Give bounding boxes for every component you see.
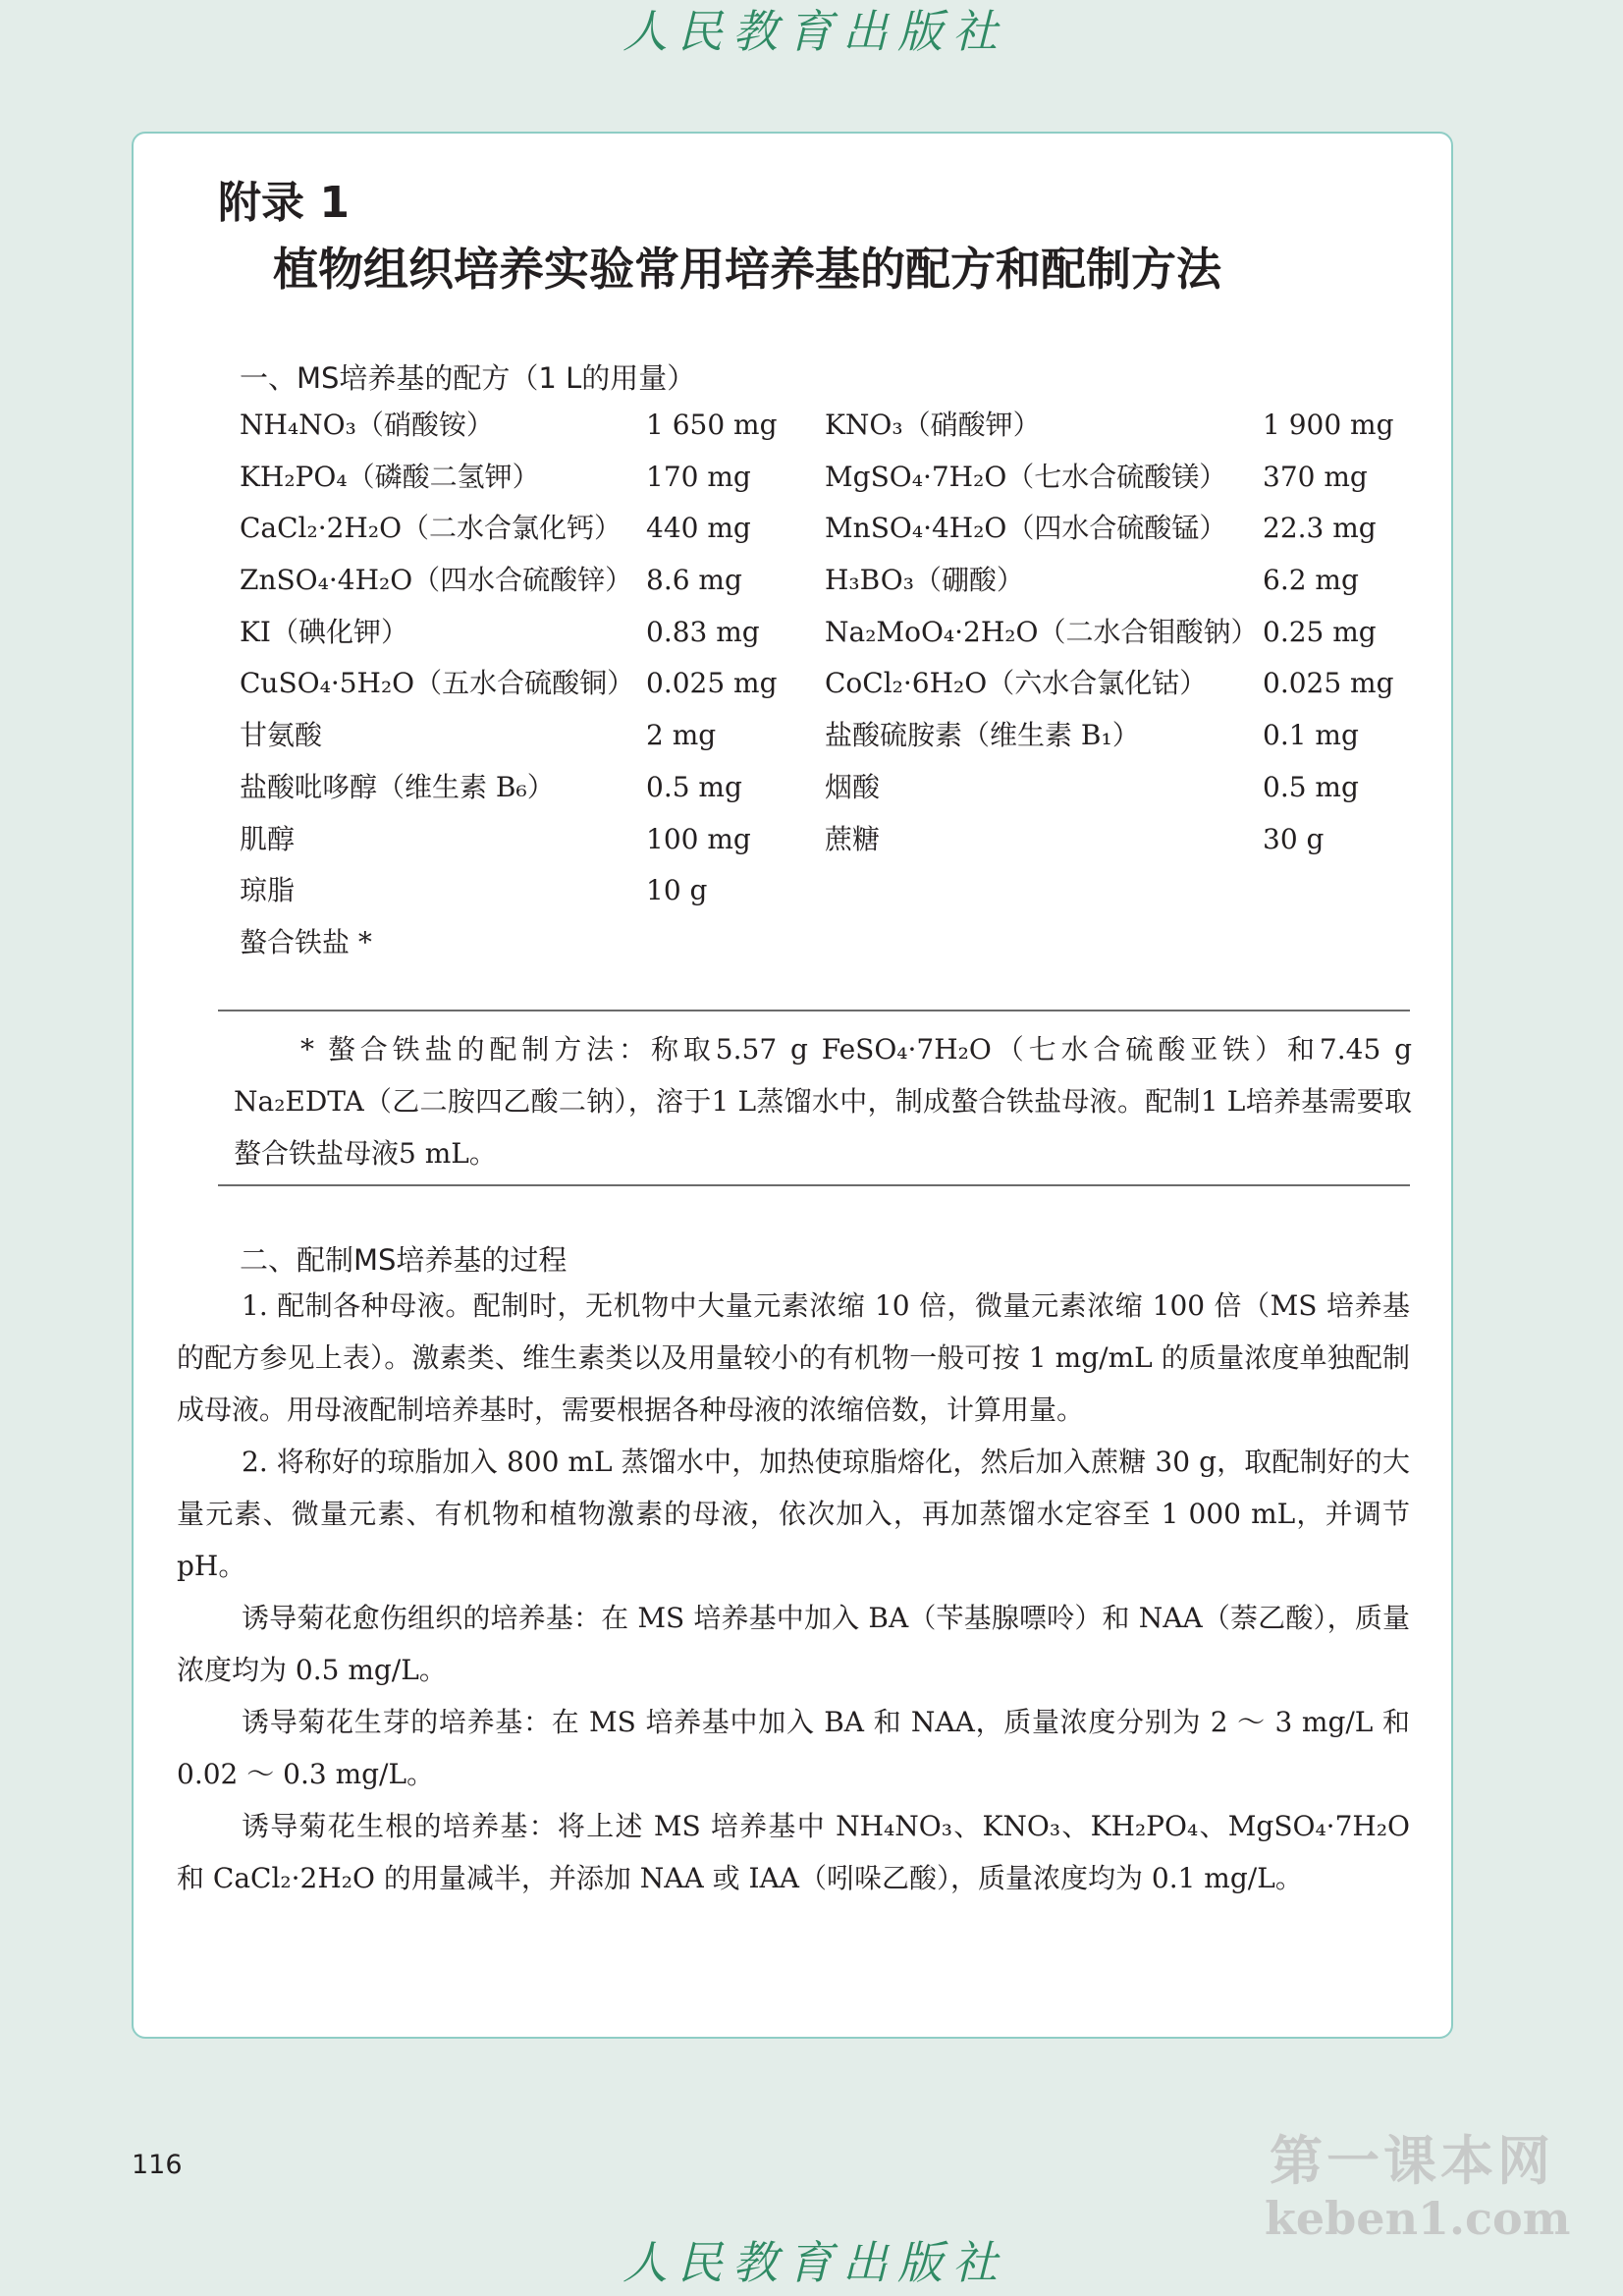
- ingredient-name: 盐酸吡哆醇（维生素 B₆）: [240, 770, 555, 803]
- ingredient-name: MgSO₄·7H₂O（七水合硫酸镁）: [825, 460, 1227, 493]
- ingredient-amount: 0.1 mg: [1263, 719, 1359, 752]
- ingredient-name: 盐酸硫胺素（维生素 B₁）: [825, 719, 1140, 752]
- ingredient-amount: 1 900 mg: [1263, 409, 1394, 441]
- page-number: 116: [132, 2150, 183, 2180]
- ingredient-name: CoCl₂·6H₂O（六水合氯化钴）: [825, 667, 1208, 700]
- ingredient-amount: 0.25 mg: [1263, 615, 1377, 648]
- ingredient-name: MnSO₄·4H₂O（四水合硫酸锰）: [825, 512, 1227, 545]
- recipe-table: [240, 400, 1398, 969]
- watermark-cn: 第一课本网: [1270, 2130, 1554, 2192]
- page-title: 植物组织培养实验常用培养基的配方和配制方法: [273, 243, 1221, 296]
- ingredient-amount: 10 g: [646, 874, 708, 907]
- chelated-iron-footnote: * 螯合铁盐的配制方法：称取5.57 g FeSO₄·7H₂O（七水合硫酸亚铁）和7.45 g Na₂EDTA（乙二胺四乙酸二钠），溶于1 L蒸馏水中，制成螯合铁盐母液。配制1 L培养基需要取螯合铁盐母液5 mL。: [234, 1033, 1412, 1170]
- section1-heading: 一、MS培养基的配方（1 L的用量）: [240, 361, 696, 395]
- ingredient-name: [825, 917, 1263, 969]
- ingredient-amount: 2 mg: [646, 719, 717, 752]
- ingredient-amount: 440 mg: [646, 512, 751, 545]
- ingredient-name: 烟酸: [825, 770, 881, 803]
- footnote-divider-bottom: [218, 1184, 1410, 1186]
- ingredient-amount: 8.6 mg: [646, 564, 742, 597]
- paragraph: 诱导菊花生芽的培养基：在 MS 培养基中加入 BA 和 NAA，质量浓度分别为 2 ～ 3 mg/L 和 0.02 ～ 0.3 mg/L。: [177, 1706, 1410, 1790]
- ingredient-amount: [1263, 865, 1398, 917]
- ingredient-name: KH₂PO₄（磷酸二氢钾）: [240, 460, 540, 493]
- ingredient-name: 甘氨酸: [240, 719, 323, 752]
- ingredient-name: CuSO₄·5H₂O（五水合硫酸铜）: [240, 667, 635, 700]
- paragraph: 诱导菊花愈伤组织的培养基：在 MS 培养基中加入 BA（苄基腺嘌呤）和 NAA（萘乙酸），质量浓度均为 0.5 mg/L。: [177, 1602, 1410, 1686]
- section2-heading: 二、配制MS培养基的过程: [240, 1243, 568, 1277]
- ingredient-name: Na₂MoO₄·2H₂O（二水合钼酸钠）: [825, 615, 1259, 648]
- ingredient-name: 琼脂: [240, 874, 296, 907]
- paragraph: 2. 将称好的琼脂加入 800 mL 蒸馏水中，加热使琼脂熔化，然后加入蔗糖 30 g，取配制好的大量元素、微量元素、有机物和植物激素的母液，依次加入，再加蒸馏水定容至 1 000 mL，并调节 pH。: [177, 1446, 1410, 1582]
- section2-body: [177, 1280, 1410, 1904]
- ingredient-name: 蔗糖: [825, 822, 881, 855]
- publisher-logo-bottom: 人民教育出版社: [622, 2236, 1007, 2289]
- ingredient-name: KI（碘化钾）: [240, 615, 408, 648]
- ingredient-name: 肌醇: [240, 822, 296, 855]
- ingredient-amount: 0.025 mg: [1263, 667, 1394, 700]
- ingredient-amount: 0.5 mg: [1263, 770, 1359, 803]
- ingredient-name: H₃BO₃（硼酸）: [825, 564, 1024, 597]
- ingredient-amount: 0.025 mg: [646, 667, 778, 700]
- ingredient-name: CaCl₂·2H₂O（二水合氯化钙）: [240, 512, 622, 545]
- ingredient-amount: 0.5 mg: [646, 770, 742, 803]
- ingredient-amount: 1 650 mg: [646, 409, 778, 441]
- footnote-divider-top: [218, 1010, 1410, 1011]
- publisher-logo-top: 人民教育出版社: [622, 5, 1007, 58]
- watermark-en: keben1.com: [1265, 2192, 1571, 2245]
- ingredient-name: NH₄NO₃（硝酸铵）: [240, 409, 494, 441]
- ingredient-amount: 30 g: [1263, 822, 1325, 855]
- ingredient-amount: 22.3 mg: [1263, 512, 1377, 545]
- ingredient-name: 螯合铁盐 *: [240, 925, 372, 958]
- ingredient-amount: 370 mg: [1263, 460, 1368, 493]
- watermark: [1265, 2129, 1571, 2245]
- ingredient-name: ZnSO₄·4H₂O（四水合硫酸锌）: [240, 564, 633, 597]
- appendix-label: 附录 1: [218, 178, 350, 228]
- ingredient-amount: 6.2 mg: [1263, 564, 1359, 597]
- ingredient-amount: [646, 917, 825, 969]
- ingredient-amount: 0.83 mg: [646, 615, 760, 648]
- paragraph: 1. 配制各种母液。配制时，无机物中大量元素浓缩 10 倍，微量元素浓缩 100 倍（MS 培养基的配方参见上表）。激素类、维生素类以及用量较小的有机物一般可按 1 mg/mL 的质量浓度单独配制成母液。用母液配制培养基时，需要根据各种母液的浓缩倍数，计算用量。: [177, 1289, 1410, 1426]
- ingredient-name: KNO₃（硝酸钾）: [825, 409, 1041, 441]
- paragraph: 诱导菊花生根的培养基：将上述 MS 培养基中 NH₄NO₃、KNO₃、KH₂PO₄、MgSO₄·7H₂O 和 CaCl₂·2H₂O 的用量减半，并添加 NAA 或 IAA（吲哚乙酸），质量浓度均为 0.1 mg/L。: [177, 1810, 1410, 1894]
- ingredient-amount: [1263, 917, 1398, 969]
- ingredient-name: [825, 865, 1263, 917]
- ingredient-amount: 170 mg: [646, 460, 751, 493]
- ingredient-amount: 100 mg: [646, 822, 751, 855]
